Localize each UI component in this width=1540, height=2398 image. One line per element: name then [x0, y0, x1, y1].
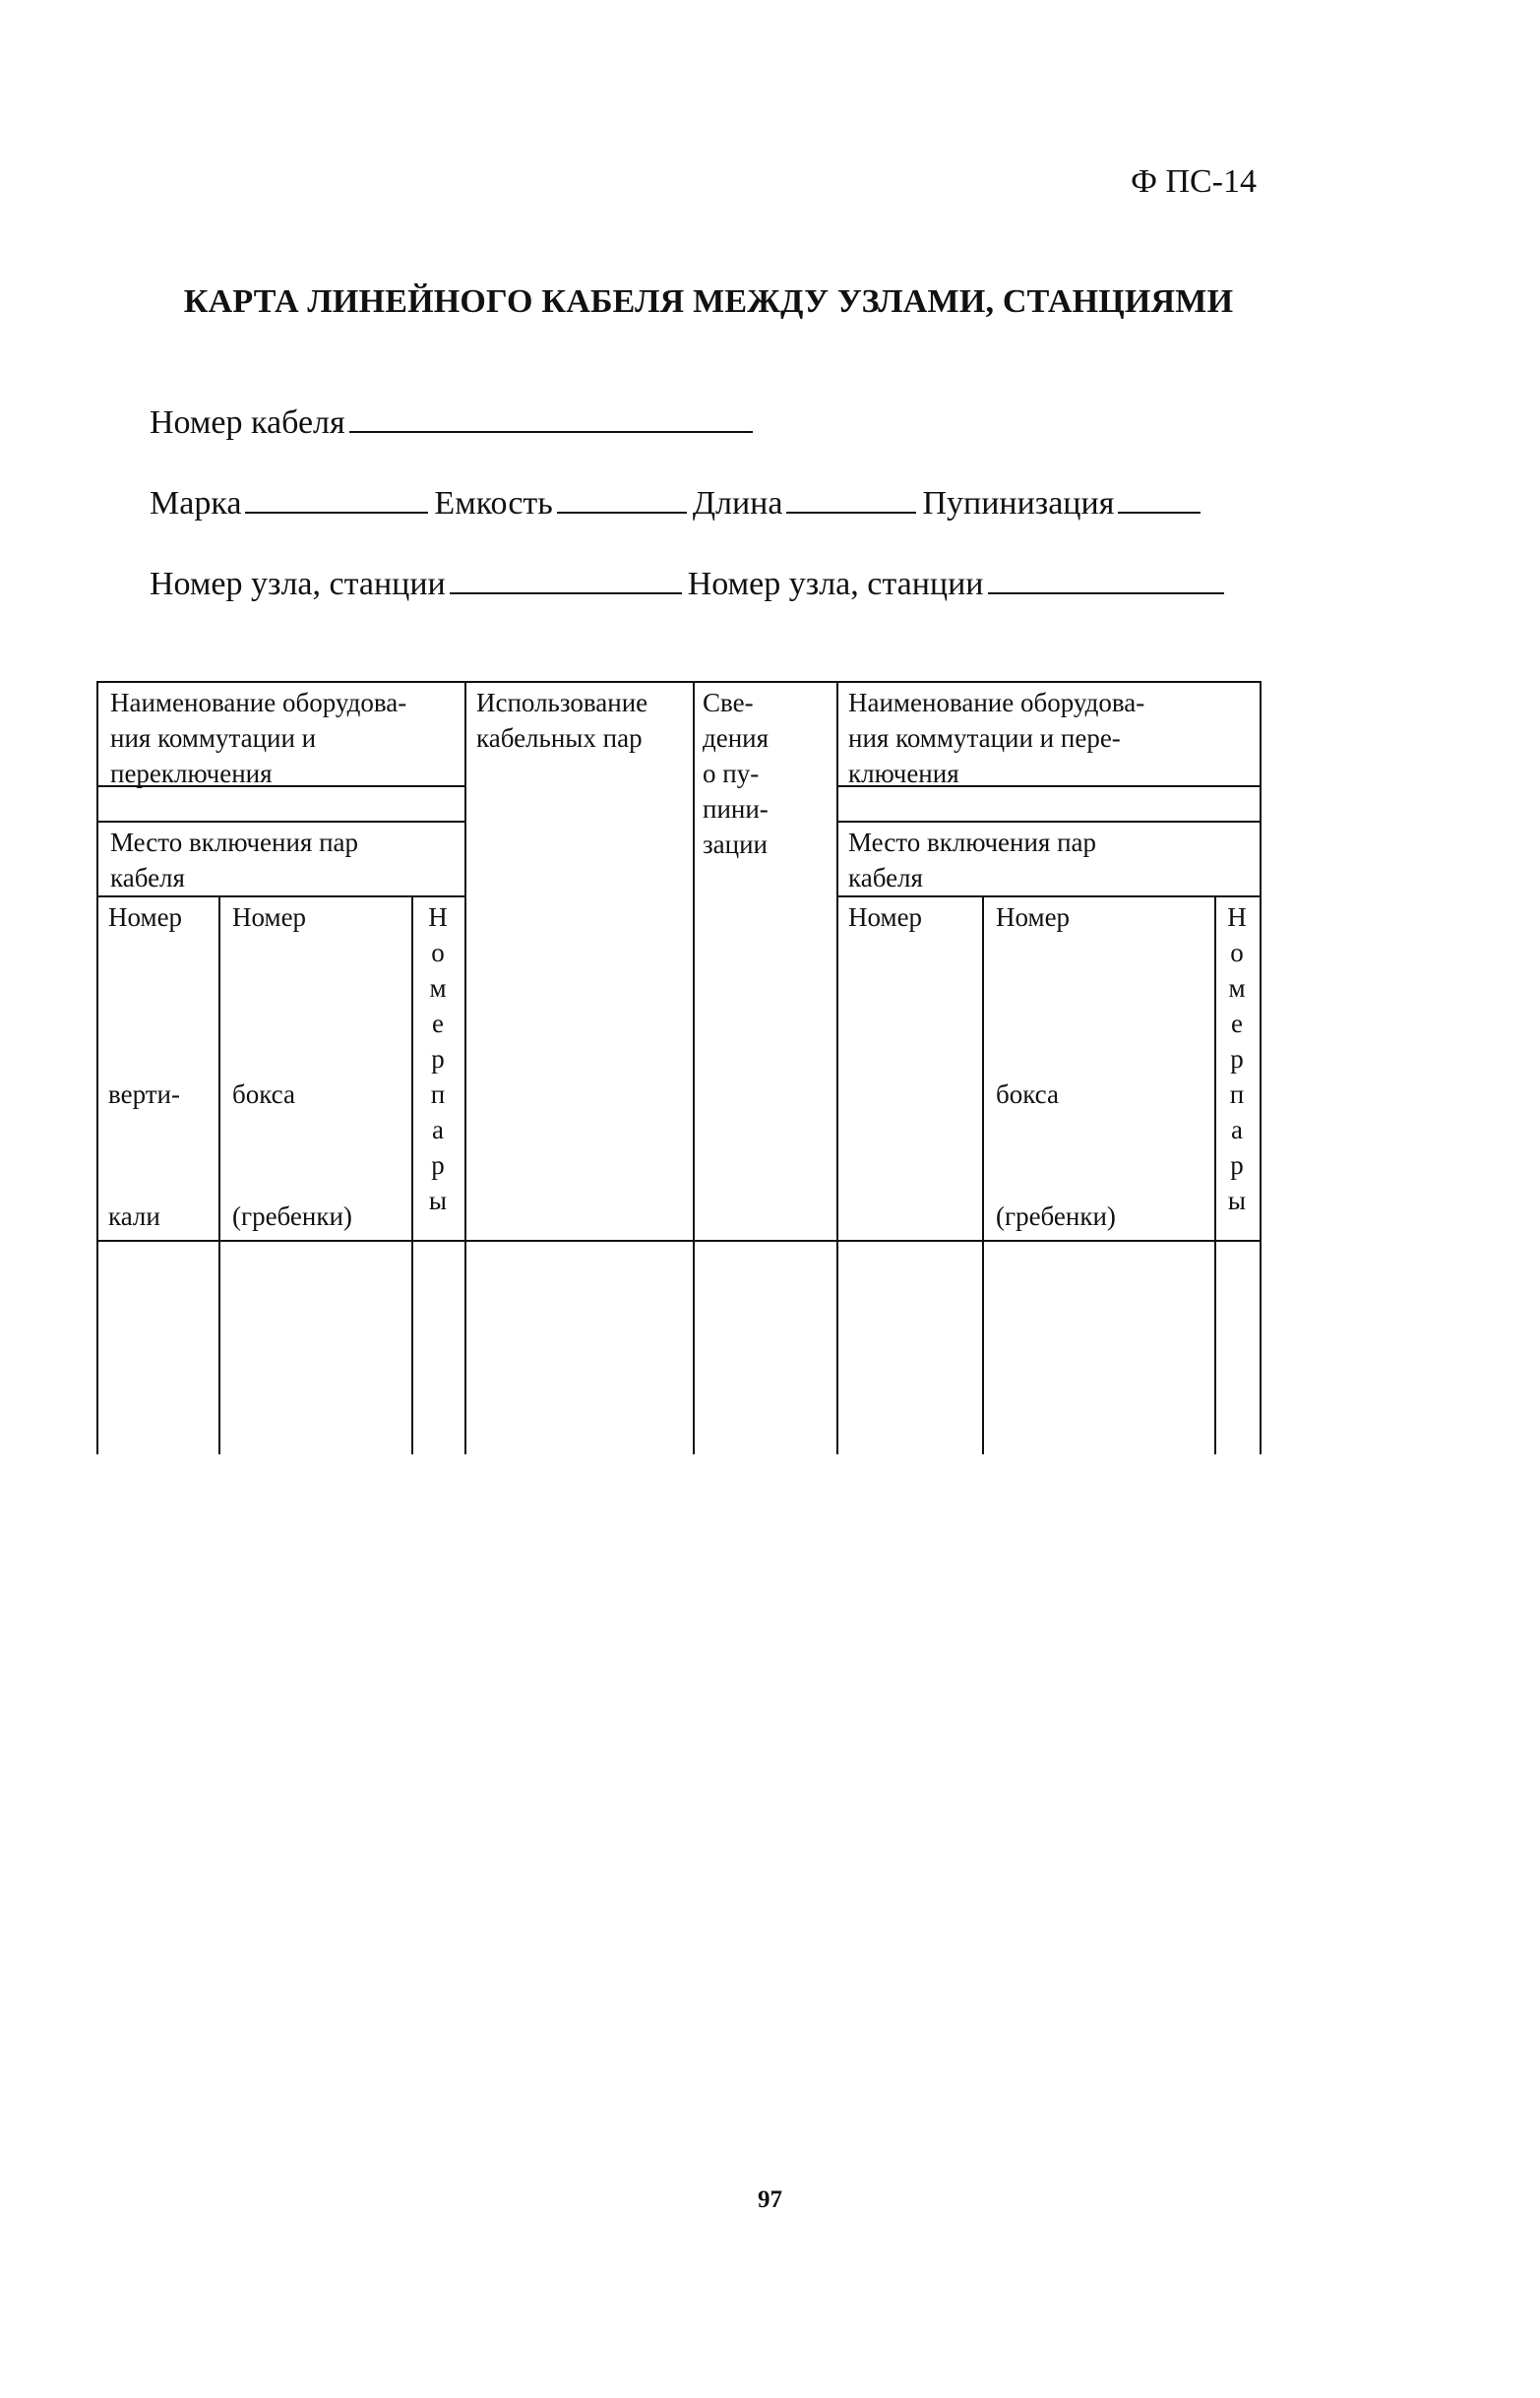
pupinization-field[interactable] — [1118, 482, 1201, 514]
table-border-right — [1260, 681, 1262, 1454]
node-station-1-label: Номер узла, станции — [150, 566, 446, 602]
cable-card-table — [96, 681, 1262, 1454]
node-station-row — [150, 563, 1230, 603]
left-row-line-2 — [96, 821, 464, 823]
cable-pairs-usage-header: Использование кабельных пар — [476, 688, 648, 753]
right-vertical-number-label: Номер — [848, 902, 923, 932]
left-subcol-divider-1 — [218, 895, 220, 1454]
table-border-left — [96, 681, 98, 1454]
right-box-number-label: Номер — [996, 902, 1071, 932]
right-row-line-3 — [836, 895, 1262, 897]
left-box-label-bottom: (гребенки) — [232, 1201, 352, 1231]
left-place-header: Место включения пар кабеля — [110, 828, 359, 892]
col-divider-2 — [693, 681, 695, 1454]
right-subcol-divider-2 — [1214, 895, 1216, 1454]
right-row-line-2 — [836, 821, 1262, 823]
page-title: КАРТА ЛИНЕЙНОГО КАБЕЛЯ МЕЖДУ УЗЛАМИ, СТАНЦИЯМИ — [183, 283, 1234, 320]
right-box-label-mid: бокса — [996, 1079, 1059, 1109]
capacity-field[interactable] — [557, 482, 687, 514]
length-label: Длина — [692, 485, 783, 522]
node-station-1-field[interactable] — [450, 563, 682, 594]
left-vertical-number-label: Номер — [108, 902, 183, 932]
pupinization-label: Пупинизация — [922, 485, 1115, 522]
table-border-top — [96, 681, 1262, 683]
form-code: Ф ПС-14 — [1131, 163, 1257, 200]
capacity-label: Емкость — [434, 485, 553, 522]
left-box-label-mid: бокса — [232, 1079, 295, 1109]
cable-number-field[interactable] — [349, 401, 753, 433]
cable-number-label: Номер кабеля — [150, 404, 345, 441]
brand-label: Марка — [150, 485, 242, 522]
right-box-label-bottom: (гребенки) — [996, 1201, 1116, 1231]
left-pair-number-label: Н о м е р п а р ы — [428, 902, 448, 1215]
cable-number-row — [150, 401, 759, 442]
page-number: 97 — [758, 2186, 782, 2213]
brand-field[interactable] — [245, 482, 428, 514]
right-pair-number-label: Н о м е р п а р ы — [1227, 902, 1247, 1215]
node-station-2-label: Номер узла, станции — [687, 566, 984, 602]
left-subcol-divider-2 — [411, 895, 413, 1454]
left-equipment-header: Наименование оборудова- ния коммутации и переключения — [110, 688, 407, 788]
right-place-header: Место включения пар кабеля — [848, 828, 1097, 892]
right-subcol-divider-1 — [982, 895, 984, 1454]
left-vertical-label-bottom: кали — [108, 1201, 160, 1231]
left-vertical-label-mid: верти- — [108, 1079, 180, 1109]
pupin-info-header: Све- дения о пу- пини- зации — [703, 688, 770, 859]
length-field[interactable] — [786, 482, 916, 514]
col-divider-1 — [464, 681, 466, 1454]
left-row-line-3 — [96, 895, 464, 897]
cable-params-row — [150, 482, 1206, 523]
header-body-divider — [96, 1240, 1262, 1242]
col-divider-3 — [836, 681, 838, 1454]
node-station-2-field[interactable] — [988, 563, 1224, 594]
right-equipment-header: Наименование оборудова- ния коммутации и пере- ключения — [848, 688, 1145, 788]
left-box-number-label: Номер — [232, 902, 307, 932]
